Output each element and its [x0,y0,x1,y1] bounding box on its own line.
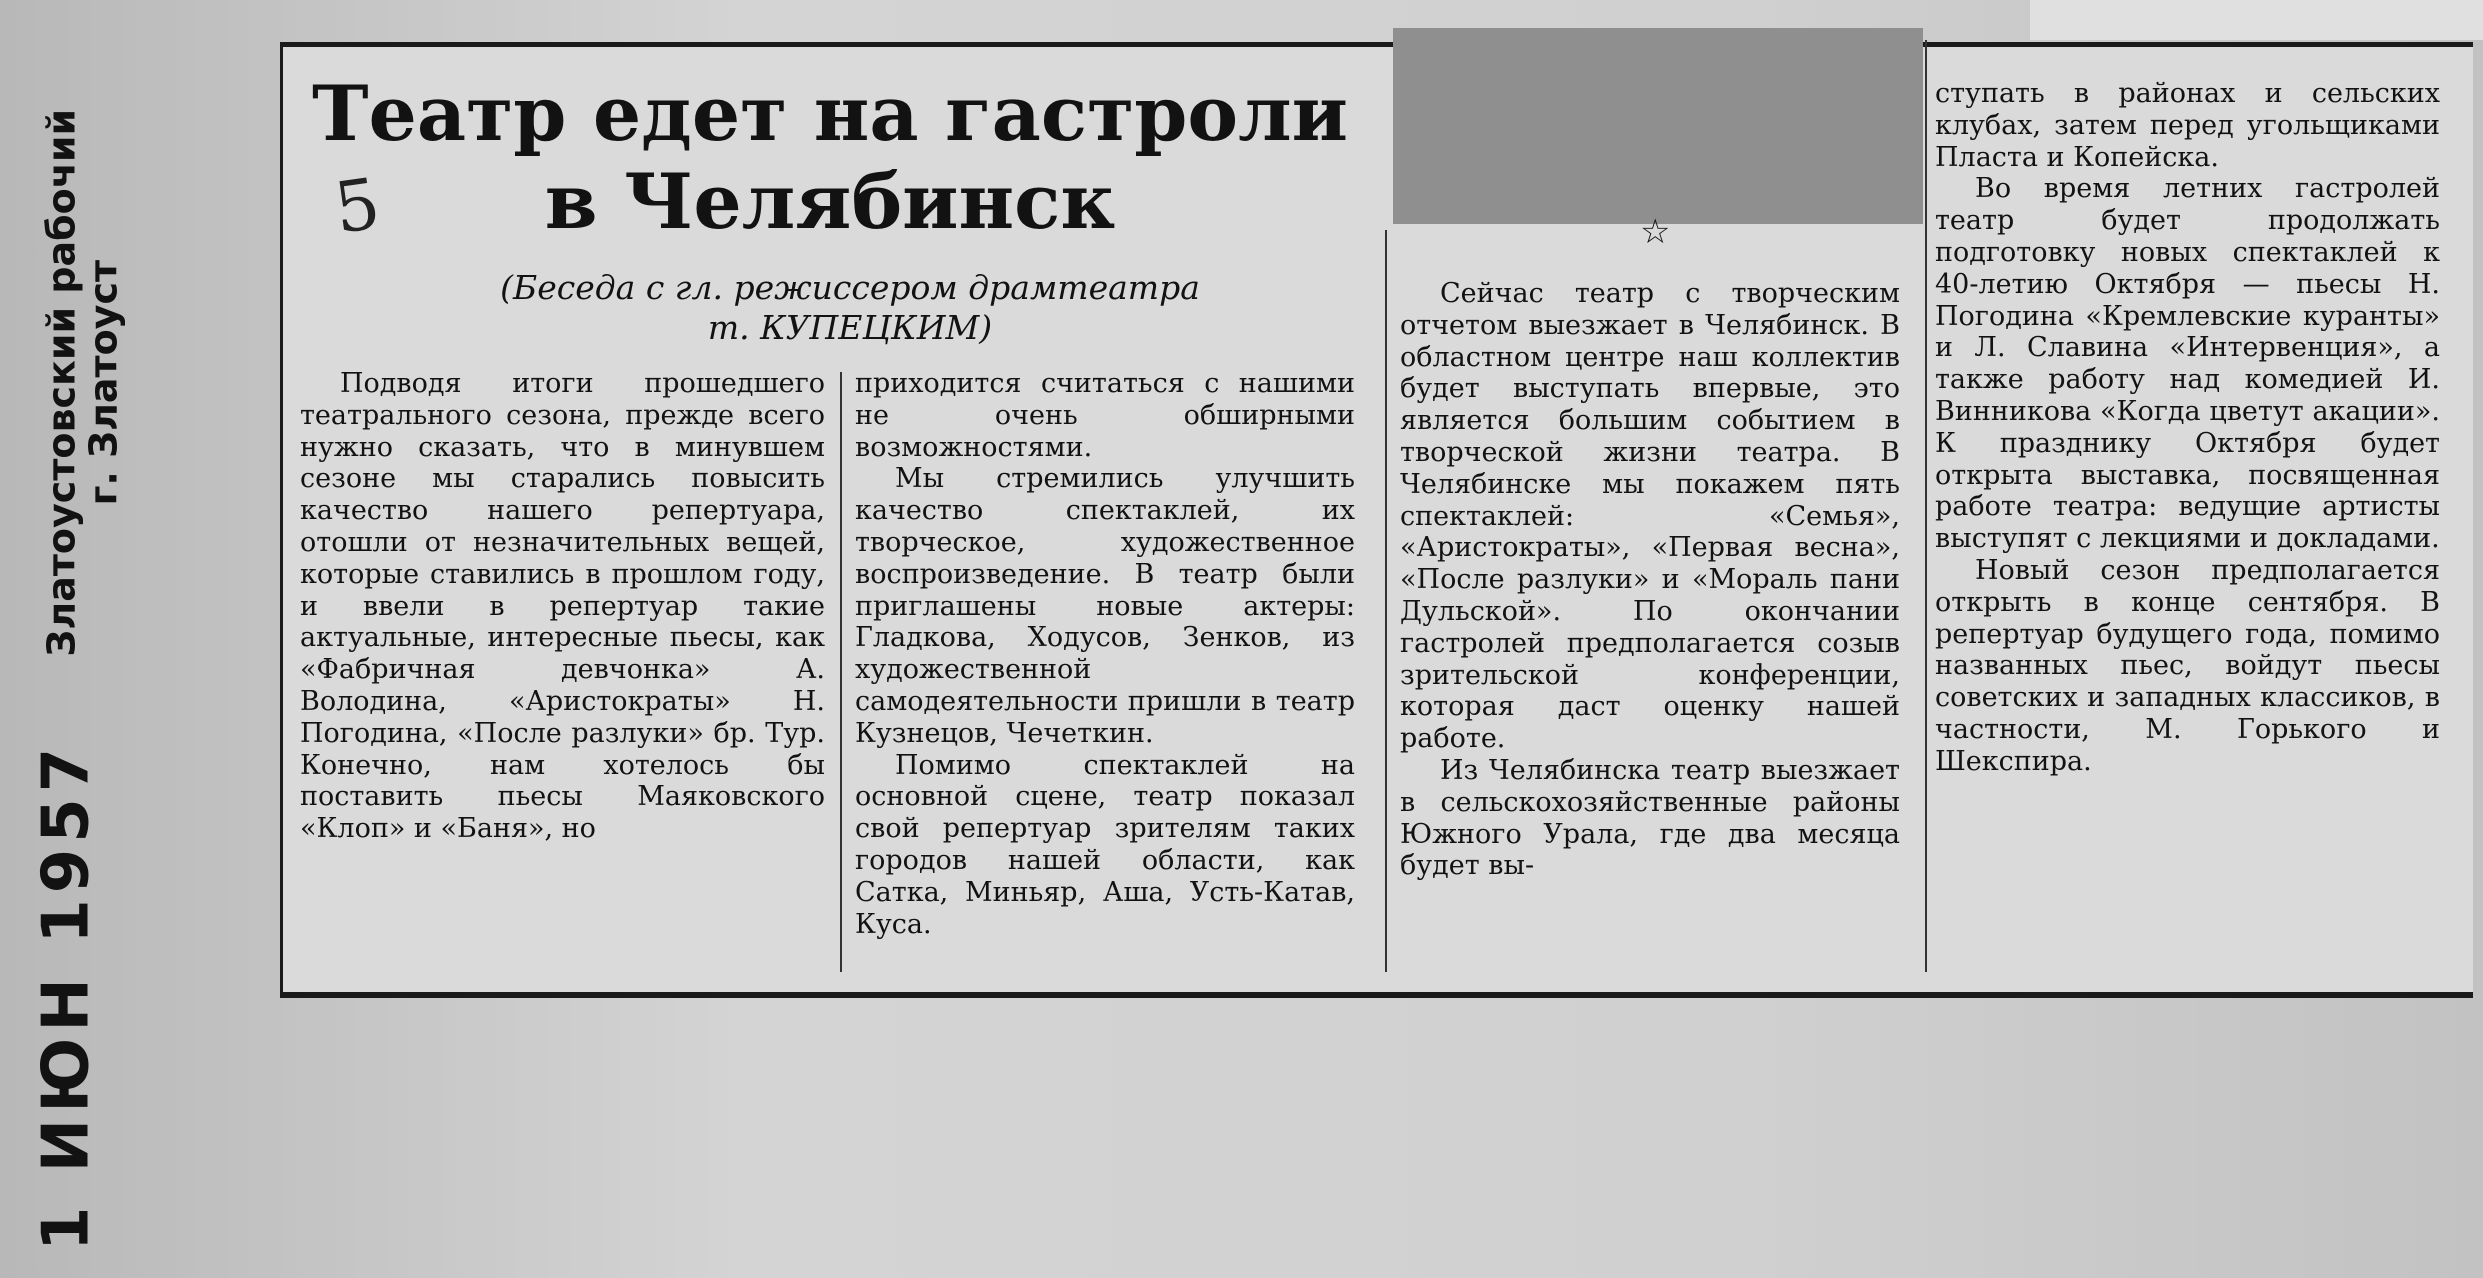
paragraph: Мы стремились улучшить качество спектаклей, их творческое, художественное воспроизведение. В театр были приглашены новые актеры: Гладкова, Ходусов, Зенков, из художественной самодеятельности пришли в театр Кузнецов, Чечеткин. [855,463,1355,749]
subheadline-line-1: (Беседа с гл. режиссером драмтеатра [500,268,1200,307]
column-divider [1925,40,1927,972]
column-divider [840,372,842,972]
stamp-date: 1 ИЮН 1957 [29,741,104,1252]
stamp-newspaper-block [41,109,125,657]
paragraph: Новый сезон предполагается открыть в конце сентября. В репертуар будущего года, помимо названных пьес, войдут пьесы советских и западных классиков, в частности, М. Горького и Шекспира. [1935,554,2440,777]
stamp-newspaper: Златоустовский рабочий [39,108,84,657]
paragraph: Из Челябинска театр выезжает в сельскохозяйственные районы Южного Урала, где два месяца будет вы- [1400,754,1900,882]
paragraph: Подводя итоги прошедшего театрального сезона, прежде всего нужно сказать, что в минувшем сезоне мы старались повысить качество нашего репертуара, отошли от незначительных вещей, которые ставились в прошлом году, и ввели в репертуар такие актуальные, интересные пьесы, как «Фабричная девчонка» А. Володина, «Аристократы» Н. Погодина, «После разлуки» бр. Тур. Конечно, нам хотелось бы поставить пьесы Маяковского «Клоп» и «Баня», но [300,368,825,845]
article-subheadline [420,268,1280,348]
cutout-hole [1393,28,1923,224]
handwritten-mark: 5 [329,162,386,250]
column-divider [1385,230,1387,972]
paragraph: Сейчас театр с творческим отчетом выезжает в Челябинск. В областном центре наш коллектив будет выступать впервые, это является большим событием в творческой жизни театра. В Челябинске мы покажем пять спектаклей: «Семья», «Аристократы», «Первая весна», «После разлуки» и «Мораль пани Дульской». По окончании гастролей предполагается созыв зрительской конференции, которая даст оценку нашей работе. [1400,278,1900,755]
subheadline-line-2: т. КУПЕЦКИМ) [707,308,993,347]
article-column-4 [1935,78,2440,778]
paragraph: Во время летних гастролей театр будет продолжать подготовку новых спектаклей к 40-летию Октября — пьесы Н. Погодина «Кремлевские куранты» и Л. Славина «Интервенция», а также работу над комедией И. Винникова «Когда цветут акации». К празднику Октября будет открыта выставка, посвященная работе театра: ведущие артисты выступят с лекциями и докладами. [1935,173,2440,555]
headline-line-2: в Челябинск [544,157,1116,246]
article-column-1 [300,368,825,845]
article-column-2 [855,368,1355,940]
headline-line-1: Театр едет на гастроли [311,69,1349,158]
stamp-city: г. Златоуст [80,259,125,506]
article-column-3 [1400,278,1900,882]
article-headline [300,70,1360,246]
paragraph: приходится считаться с нашими не очень обширными возможностями. [855,368,1355,463]
archive-stamp [22,108,132,1252]
paragraph: ступать в районах и сельских клубах, затем перед угольщиками Пласта и Копейска. [1935,78,2440,173]
paragraph: Помимо спектаклей на основной сцене, театр показал свой репертуар зрителям таких городов нашей области, как Сатка, Миньяр, Аша, Усть-Катав, Куса. [855,749,1355,940]
star-ornament-icon: ☆ [1640,212,1671,252]
scan-edge [2030,0,2483,40]
